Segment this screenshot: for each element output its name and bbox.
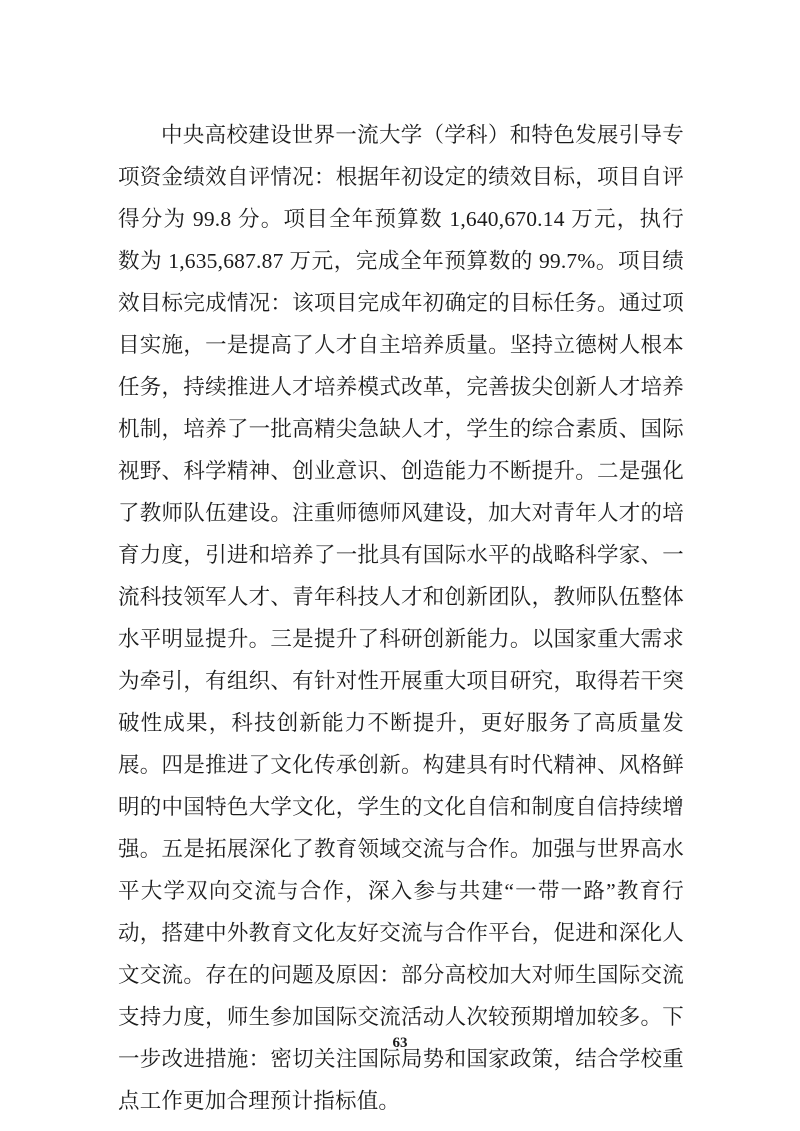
- page-content-area: [118, 92, 684, 1131]
- body-paragraph: 中央高校建设世界一流大学（学科）和特色发展引导专项资金绩效自评情况：根据年初设定的绩效目标，项目自评得分为 99.8 分。项目全年预算数 1,640,670.14 万元，执行数为 1,635,687.87 万元，完成全年预算数的 99.7%。项目绩效目标完成情况：该项目完成年初确定的目标任务。通过项目实施，一是提高了人才自主培养质量。坚持立德树人根本任务，持续推进人才培养模式改革，完善拔尖创新人才培养机制，培养了一批高精尖急缺人才，学生的综合素质、国际视野、科学精神、创业意识、创造能力不断提升。二是强化了教师队伍建设。注重师德师风建设，加大对青年人才的培育力度，引进和培养了一批具有国际水平的战略科学家、一流科技领军人才、青年科技人才和创新团队，教师队伍整体水平明显提升。三是提升了科研创新能力。以国家重大需求为牵引，有组织、有针对性开展重大项目研究，取得若干突破性成果，科技创新能力不断提升，更好服务了高质量发展。四是推进了文化传承创新。构建具有时代精神、风格鲜明的中国特色大学文化，学生的文化自信和制度自信持续增强。五是拓展深化了教育领域交流与合作。加强与世界高水平大学双向交流与合作，深入参与共建“一带一路”教育行动，搭建中外教育文化友好交流与合作平台，促进和深化人文交流。存在的问题及原因：部分高校加大对师生国际交流支持力度，师生参加国际交流活动人次较预期增加较多。下一步改进措施：密切关注国际局势和国家政策，结合学校重点工作更加合理预计指标值。: [118, 122, 684, 1113]
- page-number: 63: [392, 1035, 408, 1051]
